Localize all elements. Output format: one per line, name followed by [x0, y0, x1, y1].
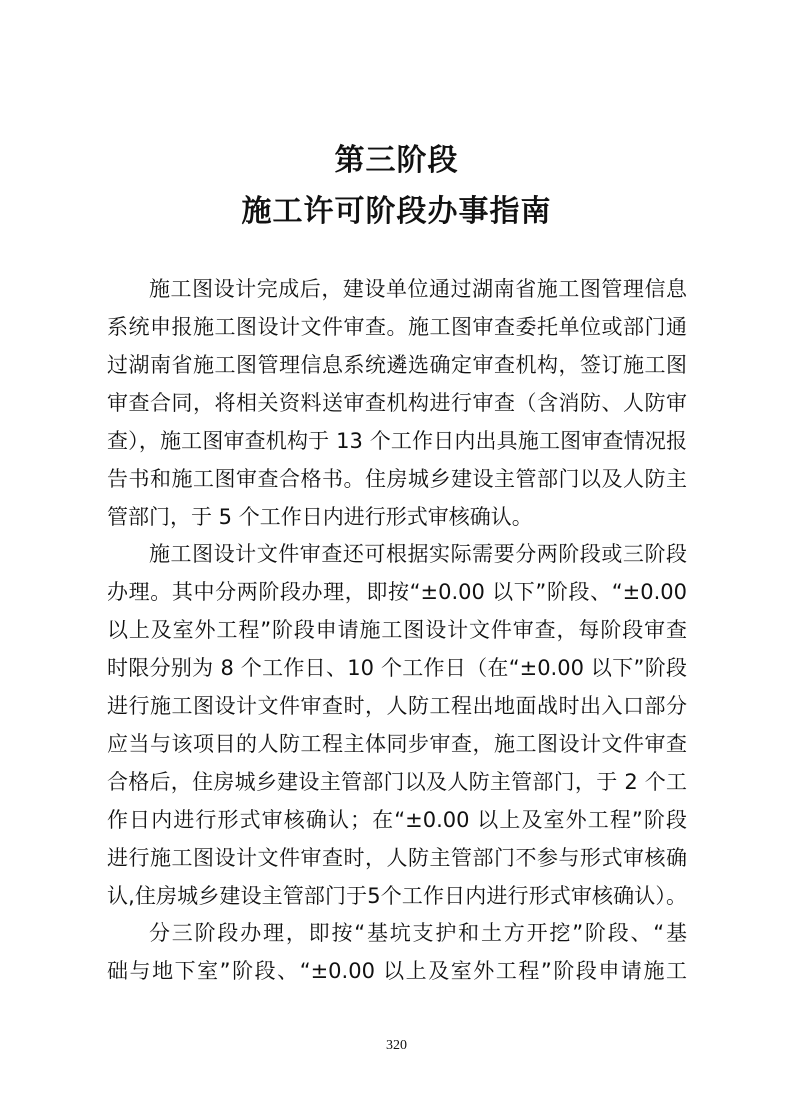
- paragraph-line: 办理。其中分两阶段办理，即按“±0.00 以下”阶段、“±0.00: [107, 580, 687, 604]
- paragraph-line: 系统申报施工图设计文件审查。施工图审查委托单位或部门通: [107, 315, 687, 339]
- page-title-guide: 施工许可阶段办事指南: [241, 194, 552, 229]
- paragraph-line: 进行施工图设计文件审查时，人防工程出地面战时出入口部分: [107, 694, 687, 718]
- paragraph-line: 告书和施工图审查合格书。住房城乡建设主管部门以及人防主: [107, 467, 687, 491]
- paragraph-line: 分三阶段办理，即按“基坑支护和土方开挖”阶段、“基: [149, 921, 687, 945]
- page-number: 320: [386, 1038, 407, 1053]
- paragraph-line: 管部门，于 5 个工作日内进行形式审核确认。: [107, 505, 533, 529]
- paragraph-line: 合格后，住房城乡建设主管部门以及人防主管部门，于 2 个工: [107, 770, 687, 794]
- paragraph-line: 过湖南省施工图管理信息系统遴选确定审查机构，签订施工图: [107, 353, 687, 377]
- paragraph-line: 应当与该项目的人防工程主体同步审查，施工图设计文件审查: [107, 732, 687, 756]
- paragraph-line: 础与地下室”阶段、“±0.00 以上及室外工程”阶段申请施工: [107, 959, 687, 983]
- paragraph-line: 作日内进行形式审核确认；在“±0.00 以上及室外工程”阶段: [107, 808, 687, 832]
- paragraph-line: 认,住房城乡建设主管部门于5个工作日内进行形式审核确认）。: [107, 884, 687, 908]
- paragraph-line: 时限分别为 8 个工作日、10 个工作日（在“±0.00 以下”阶段: [107, 656, 687, 680]
- paragraph-line: 查），施工图审查机构于 13 个工作日内出具施工图审查情况报: [107, 429, 687, 453]
- page-title-stage: 第三阶段: [334, 143, 459, 178]
- paragraph-line: 以上及室外工程”阶段申请施工图设计文件审查，每阶段审查: [107, 618, 687, 642]
- paragraph-line: 施工图设计文件审查还可根据实际需要分两阶段或三阶段: [149, 542, 687, 566]
- paragraph-line: 施工图设计完成后，建设单位通过湖南省施工图管理信息: [149, 277, 687, 301]
- paragraph-line: 进行施工图设计文件审查时，人防主管部门不参与形式审核确: [107, 846, 687, 870]
- paragraph-line: 审查合同，将相关资料送审查机构进行审查（含消防、人防审: [107, 391, 687, 415]
